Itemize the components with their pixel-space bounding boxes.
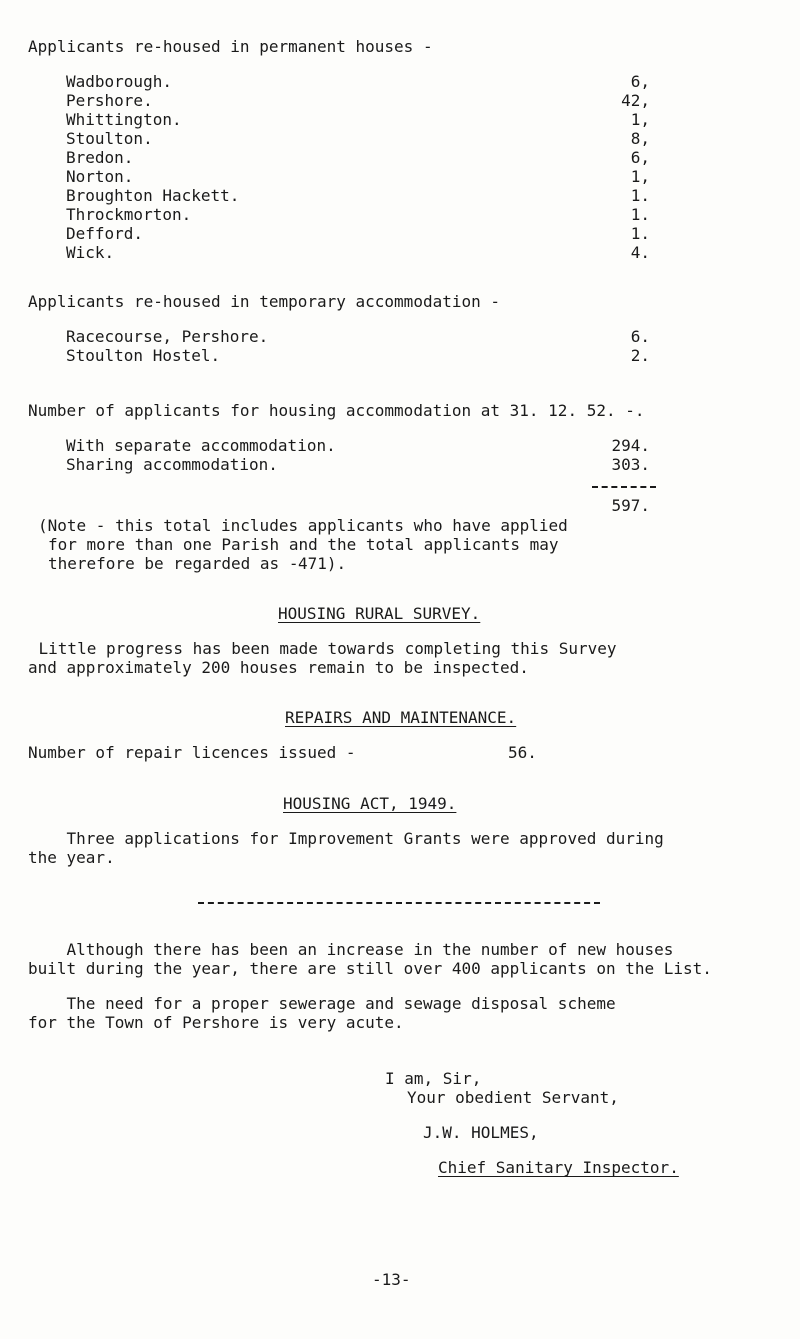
note-line-1: (Note - this total includes applicants who have applied	[38, 516, 568, 535]
count-value: 6,	[630, 72, 650, 91]
closing-para-1-line-1: Although there has been an increase in the number of new houses	[28, 940, 674, 959]
rural-survey-line-2: and approximately 200 houses remain to be inspected.	[28, 658, 529, 677]
place-label: Racecourse, Pershore.	[66, 327, 269, 346]
count-value: 8,	[630, 129, 650, 148]
repairs-label: Number of repair licences issued -	[28, 743, 356, 762]
rural-survey-line-1: Little progress has been made towards completing this Survey	[0, 639, 617, 658]
count-value: 1.	[630, 205, 650, 224]
section-divider	[198, 902, 600, 904]
signature-closing: Your obedient Servant,	[407, 1088, 619, 1107]
page-number: -13-	[372, 1270, 411, 1289]
count-value: 1,	[630, 167, 650, 186]
place-label: Wick.	[66, 243, 115, 262]
place-label: Whittington.	[66, 110, 182, 129]
place-label: Stoulton.	[66, 129, 153, 148]
rural-survey-heading: HOUSING RURAL SURVEY.	[278, 604, 481, 623]
note-line-2: for more than one Parish and the total applicants may	[48, 535, 559, 554]
note-line-3: therefore be regarded as -	[48, 554, 299, 573]
sharing-value: 303.	[611, 455, 650, 474]
temporary-heading: Applicants re-housed in temporary accommodation -	[28, 292, 501, 311]
sharing-label: Sharing accommodation.	[66, 455, 278, 474]
housing-act-heading: HOUSING ACT, 1949.	[283, 794, 457, 813]
applicants-heading: Number of applicants for housing accommodation at 31. 12. 52. -.	[28, 401, 645, 420]
permanent-heading: Applicants re-housed in permanent houses -	[28, 37, 433, 56]
note-value: 471).	[298, 554, 347, 573]
place-label: Wadborough.	[66, 72, 172, 91]
place-label: Bredon.	[66, 148, 134, 167]
count-value: 42,	[621, 91, 650, 110]
repairs-heading: REPAIRS AND MAINTENANCE.	[285, 708, 517, 727]
signature-salutation: I am, Sir,	[385, 1069, 482, 1088]
place-label: Defford.	[66, 224, 144, 243]
total-rule	[592, 486, 656, 488]
count-value: 6,	[630, 148, 650, 167]
count-value: 1.	[630, 224, 650, 243]
housing-act-line-2: the year.	[28, 848, 115, 867]
closing-para-2-line-2: for the Town of Pershore is very acute.	[28, 1013, 404, 1032]
count-value: 4.	[630, 243, 650, 262]
separate-label: With separate accommodation.	[66, 436, 336, 455]
place-label: Pershore.	[66, 91, 153, 110]
housing-act-line-1: Three applications for Improvement Grants were approved during	[28, 829, 664, 848]
place-label: Throckmorton.	[66, 205, 192, 224]
place-label: Stoulton Hostel.	[66, 346, 221, 365]
closing-para-1-line-2: built during the year, there are still over 400 applicants on the List.	[28, 959, 712, 978]
place-label: Broughton Hackett.	[66, 186, 240, 205]
closing-para-2-line-1: The need for a proper sewerage and sewage disposal scheme	[28, 994, 616, 1013]
count-value: 1,	[630, 110, 650, 129]
place-label: Norton.	[66, 167, 134, 186]
repairs-value: 56.	[508, 743, 537, 762]
separate-value: 294.	[611, 436, 650, 455]
count-value: 2.	[630, 346, 650, 365]
count-value: 1.	[630, 186, 650, 205]
signature-title: Chief Sanitary Inspector.	[438, 1158, 679, 1177]
total-value: 597.	[611, 496, 650, 515]
count-value: 6.	[630, 327, 650, 346]
signature-name: J.W. HOLMES,	[423, 1123, 539, 1142]
